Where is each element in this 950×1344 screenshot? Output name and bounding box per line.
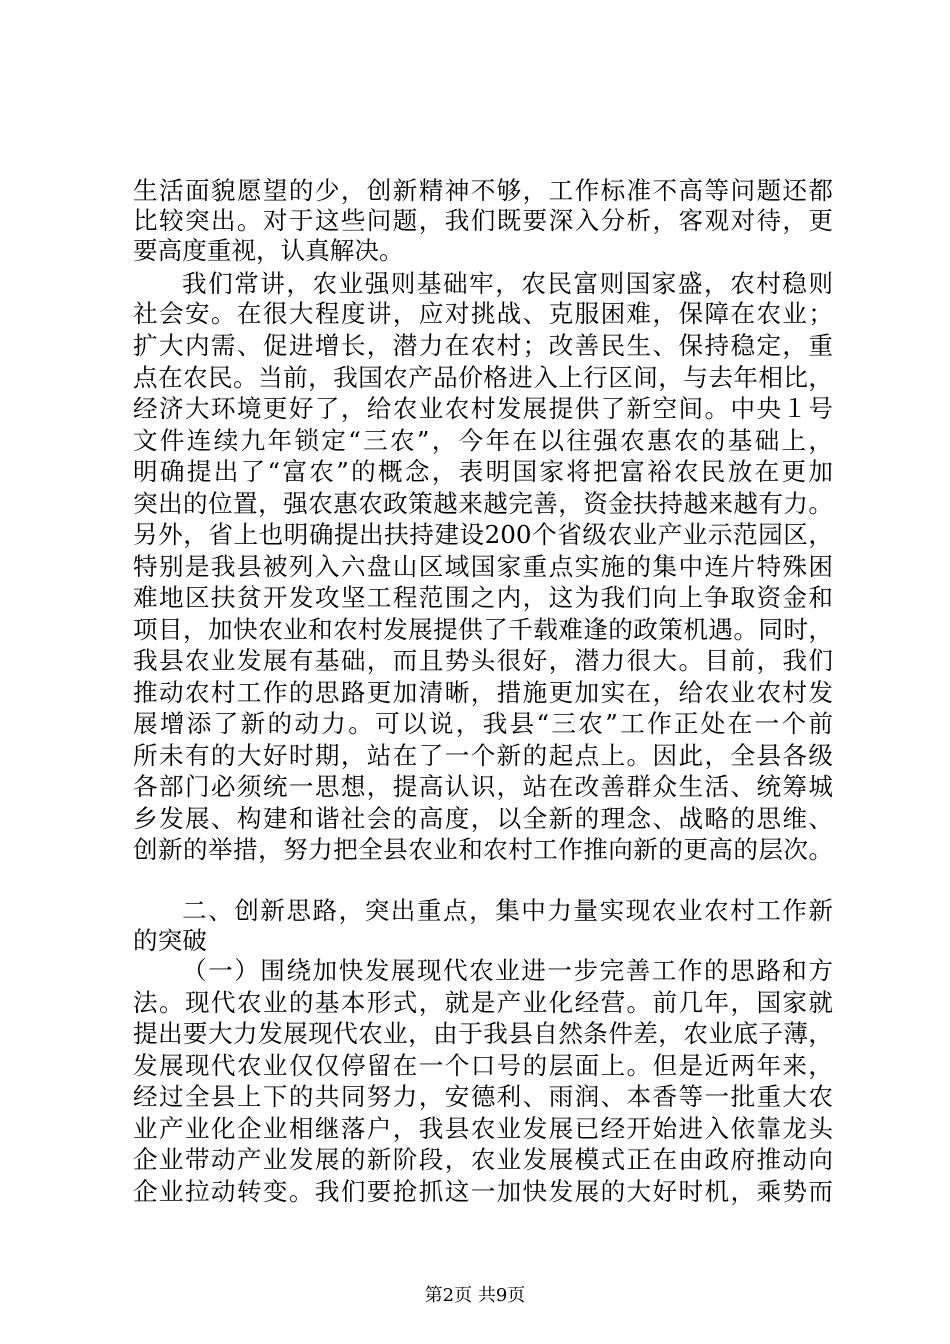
body-line: 我县农业发展有基础，而且势头很好，潜力很大。目前，我们 [133,646,833,675]
body-line: 点在农民。当前，我国农产品价格进入上行区间，与去年相比， [133,363,833,392]
body-line: 突出的位置，强农惠农政策越来越完善，资金扶持越来越有力。 [133,489,833,518]
body-line: 推动农村工作的思路更加清晰，措施更加实在，给农业农村发 [133,678,833,707]
body-line: 法。现代农业的基本形式，就是产业化经营。前几年，国家就 [133,988,833,1017]
body-line: 业产业化企业相继落户，我县农业发展已经开始进入依靠龙头 [133,1114,833,1143]
body-line: 扩大内需、促进增长，潜力在农村；改善民生、保持稳定，重 [133,331,833,360]
body-line: 比较突出。对于这些问题，我们既要深入分析，客观对待，更 [133,206,833,235]
body-line: 所未有的大好时期，站在了一个新的起点上。因此，全县各级 [133,741,833,770]
body-line: 文件连续九年锁定“三农”，今年在以往强农惠农的基础上， [133,426,833,455]
section-heading: 二、创新思路，突出重点，集中力量实现农业农村工作新 [182,896,833,925]
body-line: 要高度重视，认真解决。 [133,236,404,265]
body-line: 展增添了新的动力。可以说，我县“三农”工作正处在一个前 [133,709,833,738]
body-line: 提出要大力发展现代农业，由于我县自然条件差，农业底子薄， [133,1019,833,1048]
page-number-footer: 第2页 共9页 [424,1285,526,1306]
body-line: 乡发展、构建和谐社会的高度，以全新的理念、战略的思维、 [133,804,833,833]
body-line: 经济大环境更好了，给农业农村发展提供了新空间。中央１号 [133,394,833,423]
paragraph-first-line: 我们常讲，农业强则基础牢，农民富则国家盛，农村稳则 [182,269,833,298]
body-line: 难地区扶贫开发攻坚工程范围之内，这为我们向上争取资金和 [133,583,833,612]
body-line: 企业拉动转变。我们要抢抓这一加快发展的大好时机，乘势而 [133,1177,833,1206]
body-line: 项目，加快农业和农村发展提供了千载难逢的政策机遇。同时， [133,615,833,644]
body-line: 社会安。在很大程度讲，应对挑战、克服困难，保障在农业； [133,299,833,328]
body-line: 特别是我县被列入六盘山区域国家重点实施的集中连片特殊困 [133,552,833,581]
body-line: 企业带动产业发展的新阶段，农业发展模式正在由政府推动向 [133,1145,833,1174]
body-line: 创新的举措，努力把全县农业和农村工作推向新的更高的层次。 [133,835,833,864]
body-line: 发展现代农业仅仅停留在一个口号的层面上。但是近两年来， [133,1051,833,1080]
body-line: 生活面貌愿望的少，创新精神不够，工作标准不高等问题还都 [133,176,833,205]
body-line: 另外，省上也明确提出扶持建设200个省级农业产业示范园区， [133,520,833,549]
body-line: 经过全县上下的共同努力，安德利、雨润、本香等一批重大农 [133,1082,833,1111]
paragraph-first-line: （一）围绕加快发展现代农业进一步完善工作的思路和方 [182,956,833,985]
body-line: 各部门必须统一思想，提高认识，站在改善群众生活、统筹城 [133,772,833,801]
body-line: 明确提出了“富农”的概念，表明国家将把富裕农民放在更加 [133,457,833,486]
section-heading-continuation: 的突破 [133,926,207,955]
